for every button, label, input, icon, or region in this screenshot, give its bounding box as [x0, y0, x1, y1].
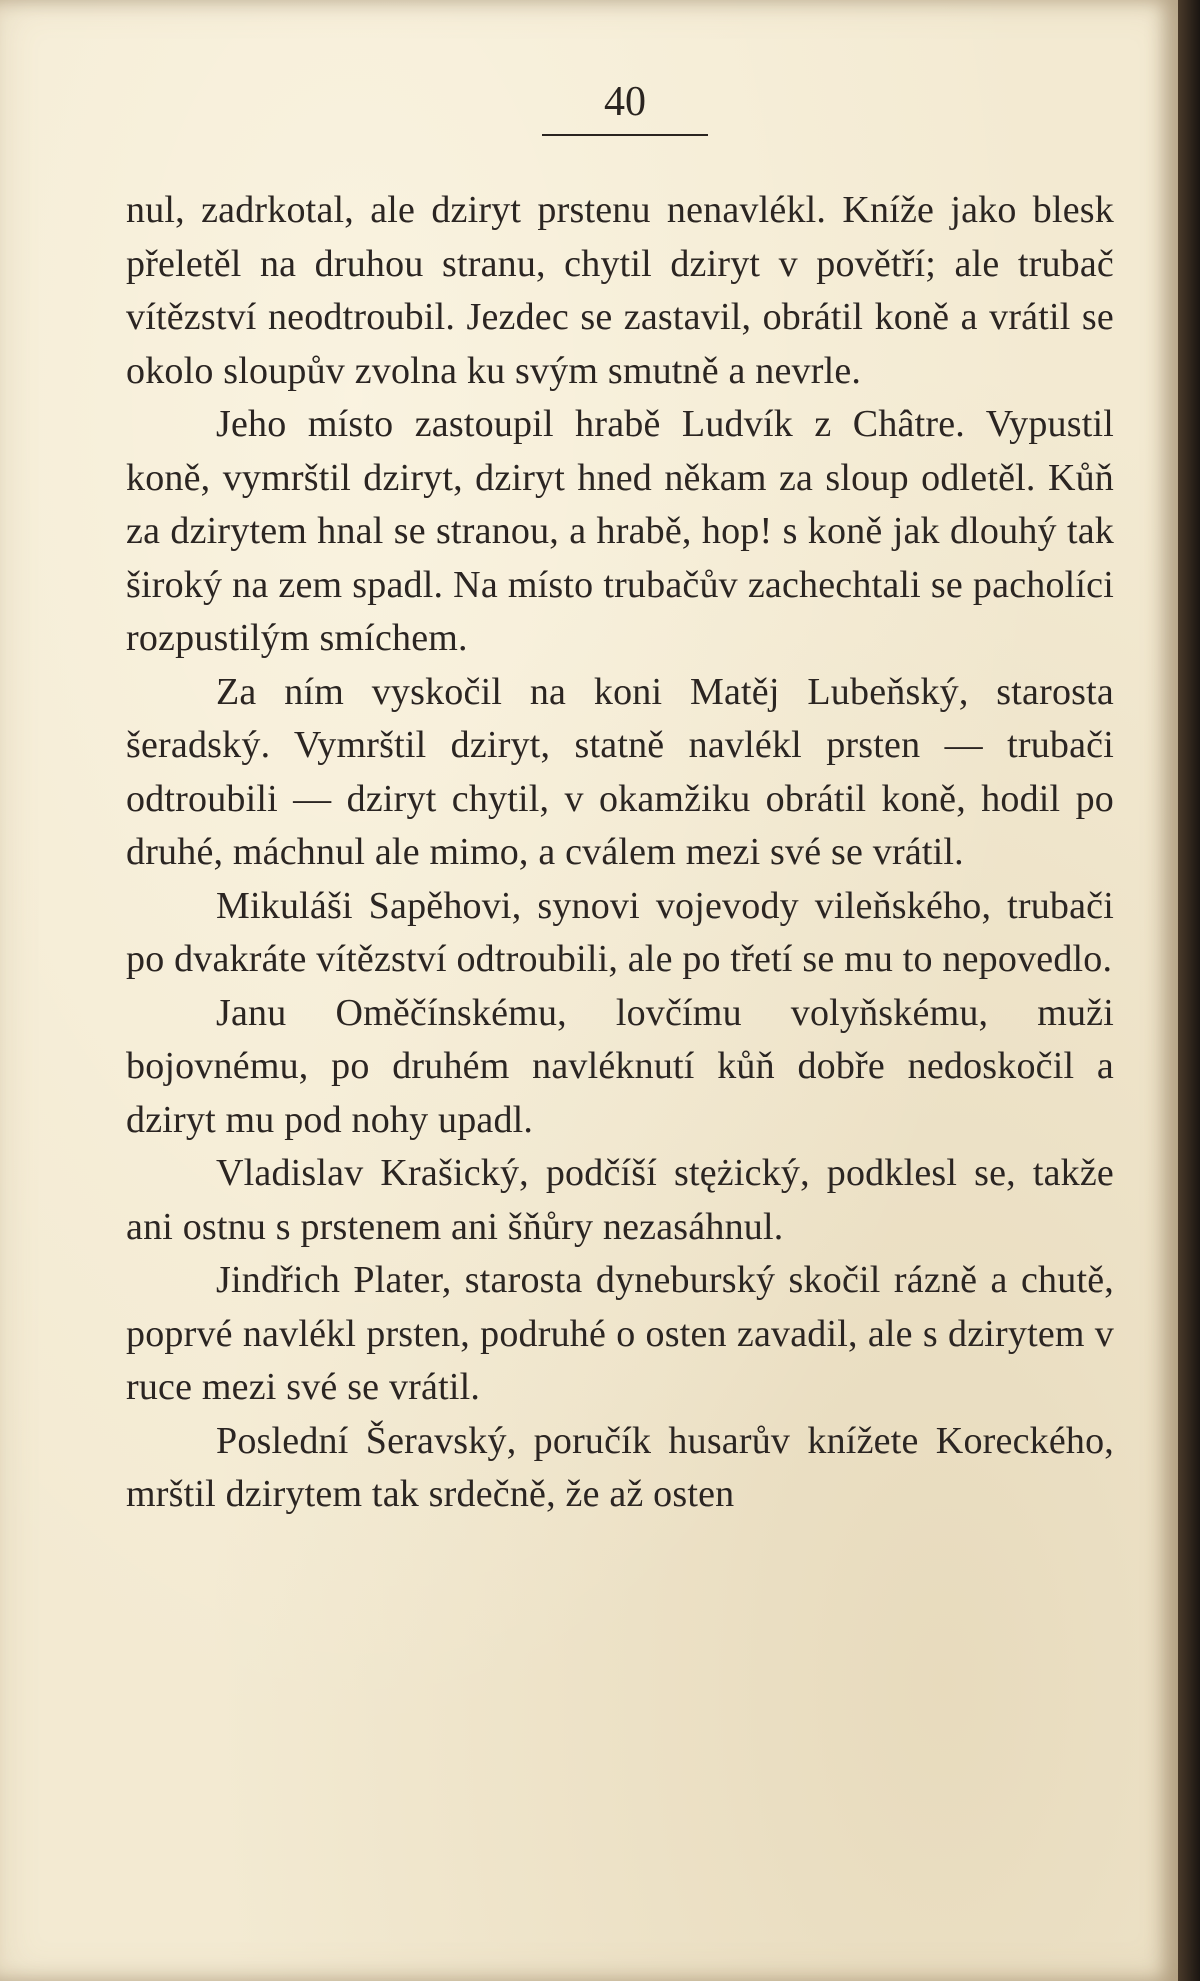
body-text [126, 184, 1114, 1522]
page-number-rule [542, 134, 708, 136]
paragraph: Janu Oměčínskému, lovčímu volyňskému, muži bojovnému, po druhém navléknutí kůň dobře nedoskočil a dziryt mu pod nohy upadl. [126, 991, 1114, 1141]
paragraph: Vladislav Krašický, podčíší stężický, podklesl se, takže ani ostnu s prstenem ani šňůry nezasáhnul. [126, 1152, 1114, 1248]
paragraph: Jeho místo zastoupil hrabě Ludvík z Châtre. Vypustil koně, vymrštil dziryt, dziryt hned někam za sloup odletěl. Kůň za dzirytem hnal se stranou, a hrabě, hop! s koně jak dlouhý tak široký na zem spadl. Na místo trubačův zachechtali se pacholíci rozpustilým smíchem. [126, 403, 1114, 659]
page-edge-shadow [1178, 0, 1200, 1981]
paragraph: Poslední Šeravský, poručík husarův knížete Koreckého, mrštil dzirytem tak srdečně, že až osten [126, 1419, 1114, 1515]
page-number: 40 [604, 79, 646, 125]
paragraph: Jindřich Plater, starosta dyneburský skočil rázně a chutě, poprvé navlékl prsten, podruhé o osten zavadil, ale s dzirytem v ruce mezi své se vrátil. [126, 1259, 1114, 1408]
paragraph: Za ním vyskočil na koni Matěj Lubeňský, starosta šeradský. Vymrštil dziryt, statně navlékl prsten — trubači odtroubili — dziryt chytil, v okamžiku obrátil koně, hodil po druhé, máchnul ale mimo, a cválem mezi své se vrátil. [126, 670, 1114, 873]
paragraph: Mikuláši Sapěhovi, synovi vojevody vileňského, trubači po dvakráte vítězství odtroubili, ale po třetí se mu to nepovedlo. [126, 884, 1114, 980]
paragraph: nul, zadrkotal, ale dziryt prstenu nenavlékl. Kníže jako blesk přeletěl na druhou stranu, chytil dziryt v povětří; ale trubač vítězství neodtroubil. Jezdec se zastavil, obrátil koně a vrátil se okolo sloupův zvolna ku svým smutně a nevrle. [126, 189, 1114, 392]
